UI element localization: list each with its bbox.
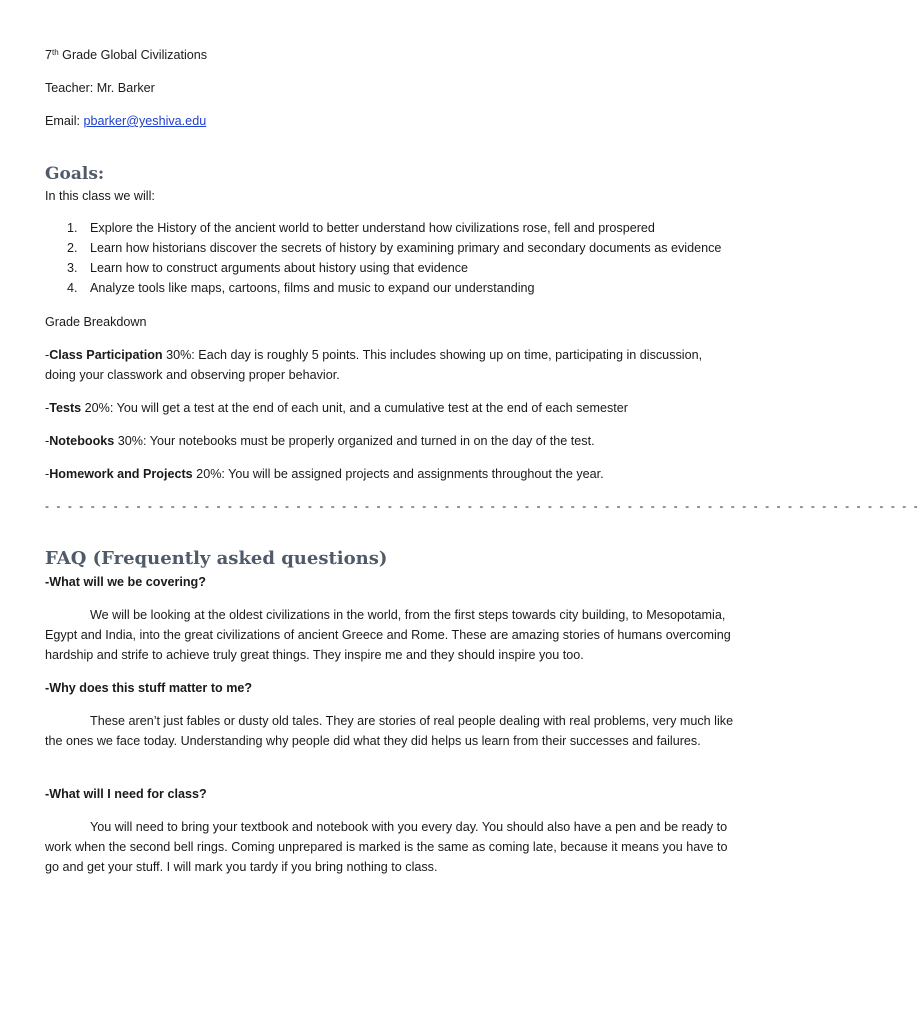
grade-item-text: 20%: You will get a test at the end of each unit, and a cumulative test at the end of each semester [81,401,628,415]
goals-list [45,220,721,300]
course-title [45,47,207,63]
email-link[interactable]: pbarker@yeshiva.edu [83,114,207,128]
goal-text: Learn how historians discover the secrets of history by examining primary and secondary documents as evidence [90,241,722,255]
grade-breakdown-heading: Grade Breakdown [45,315,147,329]
faq-answer: These aren’t just fables or dusty old tales. They are stories of real people dealing with real problems, very much like the ones we face today. Understanding why people did what they did helps us learn from their successes and failures. [45,714,734,748]
goals-heading: Goals: [45,164,105,184]
goal-text: Analyze tools like maps, cartoons, films and music to expand our understanding [90,281,535,295]
dashed-divider: - - - - - - - - - - - - - - - - - - - - - - - - - - - - - - - - - - - - - - - - - - - - - - - - - - - - - - - - - - - - - - - - - - - - - - - - - - - - - [45,499,920,513]
goal-number: 2. [67,241,78,255]
grade-item-text: 30%: Your notebooks must be properly organized and turned in on the day of the test. [114,434,595,448]
grade-item-homework [45,464,735,484]
faq-question: -Why does this stuff matter to me? [45,681,253,695]
grade-item-tests [45,398,735,418]
grade-item-prefix: - [45,348,50,362]
goal-number: 4. [67,281,78,295]
goal-number: 3. [67,261,78,275]
goals-intro: In this class we will: [45,189,155,203]
grade-item-text: 20%: You will be assigned projects and assignments throughout the year. [192,467,604,481]
grade-item-name: Class Participation [49,348,163,362]
goal-item [67,240,722,260]
course-name: Grade Global Civilizations [58,48,208,62]
faq-answer: You will need to bring your textbook and notebook with you every day. You should also have a pen and be ready to work when the second bell rings. Coming unprepared is marked is the same as coming late, because it means you have to go and get your stuff. I will mark you tardy if you bring nothing to class. [45,820,728,874]
goal-text: Explore the History of the ancient world to better understand how civilizations rose, fell and prospered [90,221,655,235]
goal-number: 1. [67,221,78,235]
faq-question: -What will we be covering? [45,575,206,589]
grade-item-prefix: - [45,401,50,415]
goal-text: Learn how to construct arguments about history using that evidence [90,261,469,275]
grade-item-name: Homework and Projects [49,467,193,481]
grade-superscript: th [52,48,59,57]
email-line [45,113,206,129]
grade-item-prefix: - [45,467,50,481]
grade-number: 7 [45,48,53,62]
faq-question: -What will I need for class? [45,787,207,801]
faq-heading: FAQ (Frequently asked questions) [45,548,388,569]
grade-item-participation [45,345,735,385]
grade-item-name: Notebooks [49,434,115,448]
goal-item [67,280,721,300]
grade-item-notebooks [45,431,735,451]
faq-answer: We will be looking at the oldest civilizations in the world, from the first steps towards city building, to Mesopotamia, Egypt and India, into the great civilizations of ancient Greece and Rome. These are amazing stories of humans overcoming hardship and strife to achieve truly great things. They inspire me and they should inspire you too. [45,608,731,662]
grade-item-prefix: - [45,434,50,448]
goal-item [67,220,721,240]
grade-item-name: Tests [49,401,82,415]
teacher-line: Teacher: Mr. Barker [45,81,155,95]
grade-item-text: 30%: Each day is roughly 5 points. This includes showing up on time, participating in discussion, doing your classwork and observing proper behavior. [45,348,703,382]
goal-item [67,260,721,280]
email-label: Email: [45,114,84,128]
